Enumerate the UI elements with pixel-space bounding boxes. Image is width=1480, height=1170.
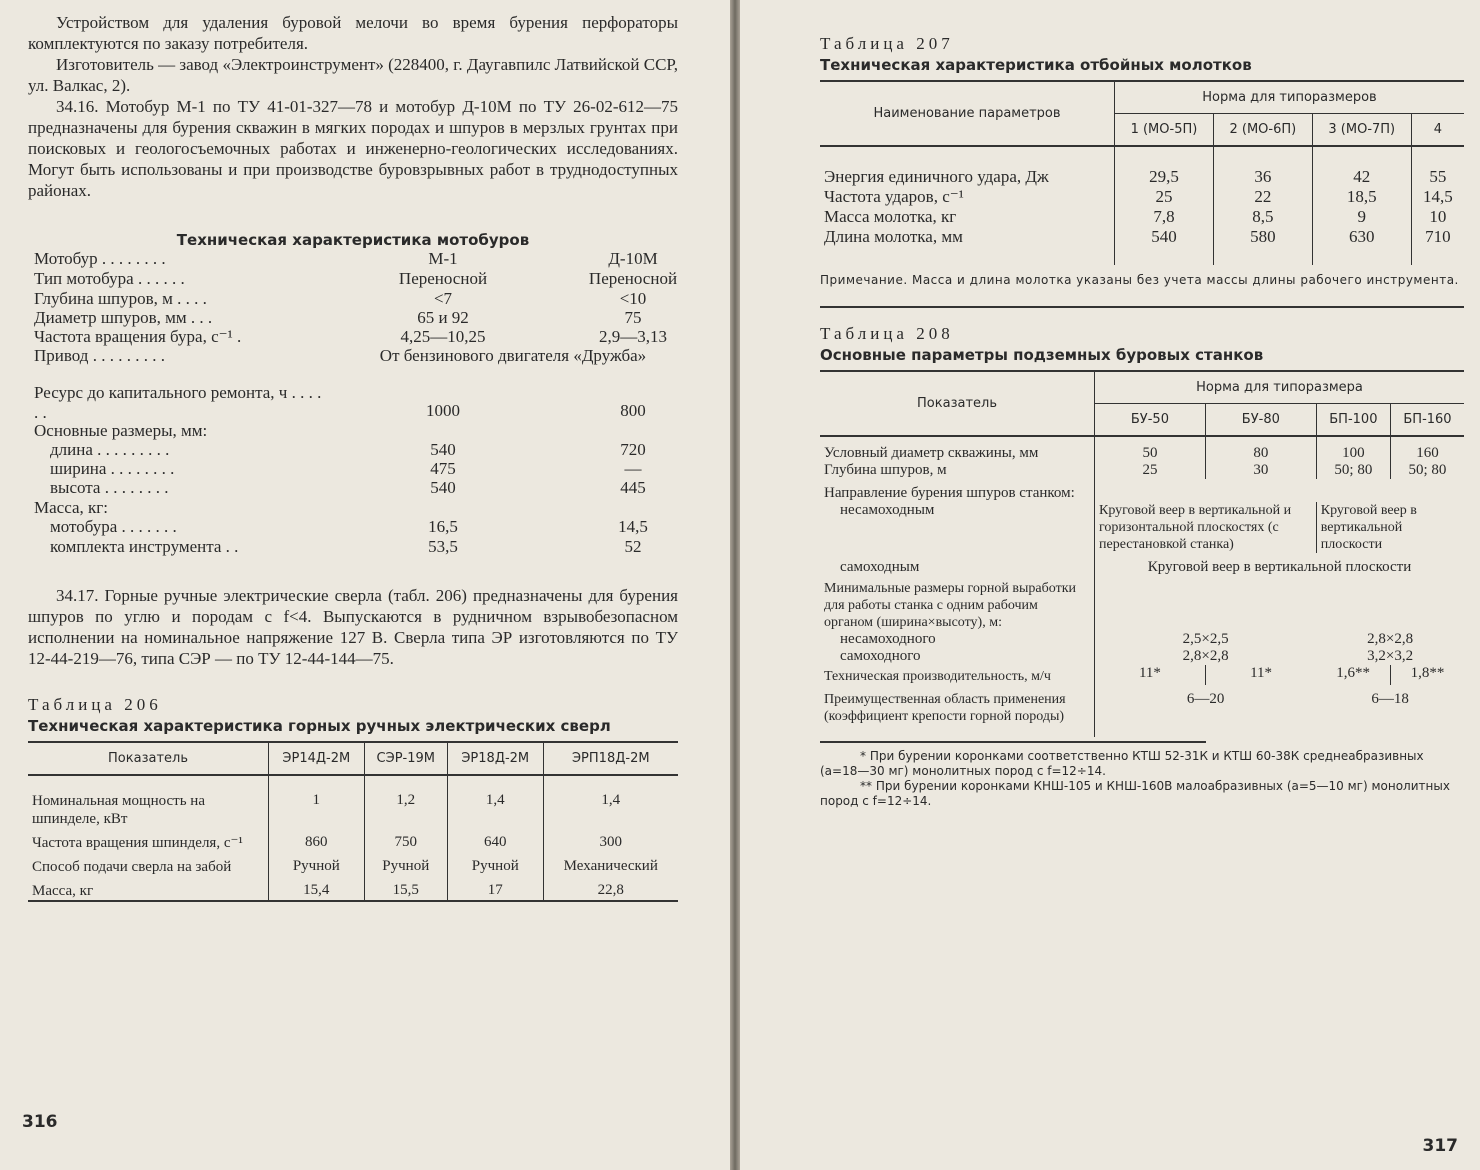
table-row bbox=[820, 462, 1464, 479]
table-208-cell: 6—18 bbox=[1371, 691, 1409, 707]
table-208-sub-header: БП-100 bbox=[1316, 404, 1390, 437]
motobur-row-value: М-1 bbox=[428, 249, 458, 268]
table-207-cell: 25 bbox=[1115, 187, 1214, 207]
page-number-right: 317 bbox=[1422, 1136, 1458, 1156]
table-206-cell: Способ подачи сверла на забой bbox=[32, 859, 232, 875]
table-row bbox=[820, 576, 1464, 631]
table-row bbox=[820, 207, 1464, 227]
table-207-cell: 9 bbox=[1312, 207, 1411, 227]
table-207-body bbox=[820, 146, 1464, 265]
motobur-row-value: 65 и 92 bbox=[417, 308, 469, 327]
table-206-body bbox=[28, 775, 678, 900]
table-208-cell: 50; 80 bbox=[1316, 462, 1390, 479]
table-207-cell: 55 bbox=[1411, 146, 1464, 187]
paragraph-4: 34.17. Горные ручные электрические сверла (табл. 206) предназначены для бурения шпуров по углю и породам с f<4. Выпускаются в рудничном взрывобезопасном исполнении на номинальное напряжение 127 В. Сверла типа ЭР изготовляются по ТУ 12-44-219—76, типа СЭР — по ТУ 12-44-144—75. bbox=[28, 586, 678, 668]
footnote-rule bbox=[820, 741, 1206, 743]
table-206-title: Техническая характеристика горных ручных электрических сверл bbox=[28, 717, 611, 735]
table-206-cell: 1 bbox=[269, 775, 365, 828]
table-208-number: Таблица 208 bbox=[820, 324, 954, 343]
table-row bbox=[820, 436, 1464, 462]
table-208-group-header: Норма для типоразмера bbox=[1095, 371, 1465, 404]
table-207-cell: 10 bbox=[1411, 207, 1464, 227]
table-206-cell: Номинальная мощность на шпинделе, кВт bbox=[32, 793, 205, 827]
table-207-cell: Частота ударов, с⁻¹ bbox=[824, 187, 964, 206]
table-207-cell: 42 bbox=[1312, 146, 1411, 187]
table-row bbox=[820, 502, 1464, 553]
table-206-cell: 1,4 bbox=[447, 775, 543, 828]
motobur-row-label: мотобура . . . . . . . bbox=[50, 517, 177, 536]
motobur-row-label: ширина . . . . . . . . bbox=[50, 459, 175, 478]
motobur-row-value: 540 bbox=[430, 478, 456, 497]
table-row bbox=[820, 685, 1464, 737]
section-divider bbox=[820, 306, 1464, 308]
table-208-cell: 2,5×2,5 bbox=[1182, 631, 1229, 647]
table-208-sub-header: БП-160 bbox=[1390, 404, 1464, 437]
table-207 bbox=[820, 80, 1464, 265]
motobur-row-value: 1000 bbox=[426, 401, 460, 420]
table-208-cell: Круговой веер в вертикальной и горизонтальной плоскостях (с перестановкой станка) bbox=[1095, 502, 1317, 553]
table-row bbox=[820, 479, 1464, 502]
table-206 bbox=[28, 741, 678, 900]
table-206-cell: Ручной bbox=[269, 852, 365, 876]
table-206-cell: 300 bbox=[543, 828, 678, 852]
table-206-header: ЭР14Д-2М bbox=[269, 742, 365, 775]
table-207-cell: 29,5 bbox=[1115, 146, 1214, 187]
table-208-sub-header: БУ-50 bbox=[1095, 404, 1206, 437]
paragraph-3: 34.16. Мотобур М-1 по ТУ 41-01-327—78 и мотобур Д-10М по ТУ 26-02-612—75 предназначены для бурения скважин в мягких породах и шпуров в мерзлых грунтах при поисковых и геологосъемочных работах и инженерно-геологических исследованиях. Могут быть использованы и при производстве буровзрывных работ в труднодоступных районах. bbox=[28, 97, 678, 200]
motobur-row-label: Глубина шпуров, м . . . . bbox=[34, 289, 207, 308]
table-207-title: Техническая характеристика отбойных молотков bbox=[820, 56, 1252, 74]
motobur-row-value: Переносной bbox=[588, 269, 678, 288]
table-208-title: Основные параметры подземных буровых станков bbox=[820, 346, 1264, 364]
motobur-row-value: 445 bbox=[620, 478, 646, 497]
table-206-header-row bbox=[28, 742, 678, 775]
motobur-row-label: Частота вращения бура, с⁻¹ . bbox=[34, 327, 242, 346]
table-206-bottom-rule bbox=[28, 900, 678, 902]
table-208-cell: Круговой веер в вертикальной плоскости bbox=[1316, 502, 1464, 553]
motobur-row-value: <10 bbox=[619, 289, 647, 308]
motobur-row-label: Основные размеры, мм: bbox=[34, 421, 208, 440]
motobur-row-label: длина . . . . . . . . . bbox=[50, 440, 170, 459]
table-208-cell: Техническая производительность, м/ч bbox=[824, 669, 1051, 684]
table-208-cell: 3,2×3,2 bbox=[1367, 648, 1414, 664]
motobur-row-label: комплекта инструмента . . bbox=[50, 537, 239, 556]
table-row bbox=[820, 187, 1464, 207]
table-208-cell: 80 bbox=[1205, 436, 1316, 462]
table-row bbox=[820, 146, 1464, 187]
motobur-row-value: 53,5 bbox=[428, 537, 458, 556]
motobur-row-value: <7 bbox=[433, 289, 453, 308]
table-207-sub-header: 1 (МО-5П) bbox=[1115, 114, 1214, 147]
table-208-cell: 160 bbox=[1390, 436, 1464, 462]
table-206-header: ЭР18Д-2М bbox=[447, 742, 543, 775]
motobur-row-value: 540 bbox=[430, 440, 456, 459]
table-207-cell: Энергия единичного удара, Дж bbox=[824, 167, 1049, 186]
table-208-cell: Круговой веер в вертикальной плоскости bbox=[1095, 553, 1465, 576]
table-208-cell: самоходного bbox=[840, 648, 921, 664]
table-206-cell: 15,4 bbox=[269, 876, 365, 900]
table-207-cell: 22 bbox=[1213, 187, 1312, 207]
footnote-2: ** При бурении коронками КНШ-105 и КНШ-160В малоабразивных (a=5—10 мг) монолитных пород с f=12÷14. bbox=[820, 779, 1450, 808]
right-page bbox=[740, 0, 1480, 1170]
table-206-header: СЭР-19М bbox=[364, 742, 447, 775]
table-207-cell: Масса молотка, кг bbox=[824, 207, 957, 226]
motobur-row-label: высота . . . . . . . . bbox=[50, 478, 169, 497]
table-208-cell: 30 bbox=[1205, 462, 1316, 479]
table-207-cell: 630 bbox=[1312, 227, 1411, 265]
table-row bbox=[28, 876, 678, 900]
table-208-cell: 50; 80 bbox=[1390, 462, 1464, 479]
motobur-row-value: 800 bbox=[620, 401, 646, 420]
page-number-left: 316 bbox=[22, 1112, 58, 1132]
motobur-row-value: 2,9—3,13 bbox=[599, 327, 667, 346]
table-207-cell: 710 bbox=[1411, 227, 1464, 265]
table-207-col0-header: Наименование параметров bbox=[820, 81, 1115, 146]
table-207-cell: Длина молотка, мм bbox=[824, 227, 963, 246]
table-207-note: Примечание. Масса и длина молотка указаны без учета массы длины рабочего инструмента. bbox=[820, 273, 1459, 287]
table-206-cell: 750 bbox=[364, 828, 447, 852]
motobur-row-value: Д-10М bbox=[608, 249, 658, 268]
motobur-row-label: Диаметр шпуров, мм . . . bbox=[34, 308, 213, 327]
motobur-row-label: Тип мотобура . . . . . . bbox=[34, 269, 185, 288]
motobur-row-value: 475 bbox=[430, 459, 456, 478]
table-row bbox=[28, 852, 678, 876]
table-208-col0-header: Показатель bbox=[820, 371, 1095, 436]
motobur-spec-list bbox=[28, 249, 678, 579]
motobur-row-value: 4,25—10,25 bbox=[400, 327, 486, 346]
table-row bbox=[820, 227, 1464, 265]
table-206-cell: 17 bbox=[447, 876, 543, 900]
motobur-row-label: Мотобур . . . . . . . . bbox=[34, 249, 166, 268]
paragraph-2: Изготовитель — завод «Электроинструмент» (228400, г. Даугавпилс Латвийской ССР, ул. Валкас, 2). bbox=[28, 55, 678, 95]
motobur-row-value: 14,5 bbox=[618, 517, 648, 536]
table-207-cell: 8,5 bbox=[1213, 207, 1312, 227]
table-206-cell: Частота вращения шпинделя, с⁻¹ bbox=[32, 835, 243, 851]
table-208-sub-header: БУ-80 bbox=[1205, 404, 1316, 437]
table-208-cell: Преимущественная область применения (коэффициент крепости горной породы) bbox=[824, 692, 1066, 724]
table-207-sub-header: 4 bbox=[1411, 114, 1464, 147]
table-208-cell: Минимальные размеры горной выработки для работы станка с одним рабочим органом (ширина×высоту), м: bbox=[824, 581, 1076, 630]
table-208-cell: 25 bbox=[1095, 462, 1206, 479]
table-206-number: Таблица 206 bbox=[28, 695, 162, 714]
table-208-cell: 11* bbox=[1205, 665, 1316, 685]
book-gutter bbox=[730, 0, 740, 1170]
motobur-row-value: Переносной bbox=[398, 269, 488, 288]
table-206-cell: 22,8 bbox=[543, 876, 678, 900]
table-208-cell: 50 bbox=[1095, 436, 1206, 462]
table-206-cell: Ручной bbox=[447, 852, 543, 876]
table-208-cell: 1,6** bbox=[1336, 665, 1370, 681]
motobur-row-value: 75 bbox=[624, 308, 642, 327]
table-208-cell: 2,8×2,8 bbox=[1182, 648, 1229, 664]
table-208-cell: Глубина шпуров, м bbox=[824, 462, 947, 478]
table-208-cell: 6—20 bbox=[1095, 685, 1317, 737]
motobur-row-label: Привод . . . . . . . . . bbox=[34, 346, 165, 365]
table-206-cell: Механический bbox=[543, 852, 678, 876]
table-207-cell: 14,5 bbox=[1411, 187, 1464, 207]
table-row bbox=[820, 631, 1464, 665]
table-207-cell: 540 bbox=[1115, 227, 1214, 265]
table-208-cell: 1,8** bbox=[1390, 665, 1464, 685]
motobur-row-value: — bbox=[624, 459, 642, 478]
table-206-header: Показатель bbox=[28, 742, 269, 775]
table-206-cell: 640 bbox=[447, 828, 543, 852]
table-208 bbox=[820, 370, 1464, 737]
table-207-cell: 18,5 bbox=[1312, 187, 1411, 207]
motobur-row-value: 52 bbox=[624, 537, 642, 556]
table-row bbox=[820, 665, 1464, 685]
table-207-number: Таблица 207 bbox=[820, 34, 954, 53]
table-208-cell: несамоходного bbox=[840, 631, 936, 647]
table-208-cell: несамоходным bbox=[840, 502, 935, 518]
table-207-sub-header: 3 (МО-7П) bbox=[1312, 114, 1411, 147]
table-206-cell: 860 bbox=[269, 828, 365, 852]
footnote-1: * При бурении коронками соответственно КТШ 52-31К и КТШ 60-38К среднеабразивных (a=18—30 мг) монолитных пород с f=12÷14. bbox=[820, 749, 1424, 778]
motobur-heading: Техническая характеристика мотобуров bbox=[176, 231, 530, 249]
motobur-row-label: Ресурс до капитального ремонта, ч . . . . . . bbox=[34, 383, 322, 422]
table-207-cell: 7,8 bbox=[1115, 207, 1214, 227]
table-206-cell: 15,5 bbox=[364, 876, 447, 900]
table-row bbox=[28, 775, 678, 828]
motobur-row-value: От бензинового двигателя «Дружба» bbox=[379, 346, 647, 365]
table-206-cell: Масса, кг bbox=[32, 883, 94, 899]
table-208-cell: Направление бурения шпуров станком: bbox=[824, 485, 1075, 501]
table-207-cell: 580 bbox=[1213, 227, 1312, 265]
paragraph-1: Устройством для удаления буровой мелочи во время бурения перфораторы комплектуются по заказу потребителя. bbox=[28, 13, 678, 53]
table-208-cell: 100 bbox=[1316, 436, 1390, 462]
motobur-row-label: Масса, кг: bbox=[34, 498, 108, 517]
left-page bbox=[0, 0, 730, 1170]
table-206-cell: Ручной bbox=[364, 852, 447, 876]
table-206-cell: 1,4 bbox=[543, 775, 678, 828]
table-row bbox=[820, 553, 1464, 576]
table-208-cell: Условный диаметр скважины, мм bbox=[824, 445, 1039, 461]
table-206-cell: 1,2 bbox=[364, 775, 447, 828]
table-208-cell: самоходным bbox=[840, 559, 920, 575]
table-207-cell: 36 bbox=[1213, 146, 1312, 187]
table-208-cell: 2,8×2,8 bbox=[1367, 631, 1414, 647]
table-208-cell: 11* bbox=[1095, 665, 1206, 685]
motobur-row-value: 720 bbox=[620, 440, 646, 459]
motobur-row-value: 16,5 bbox=[428, 517, 458, 536]
table-207-sub-header: 2 (МО-6П) bbox=[1213, 114, 1312, 147]
table-row bbox=[28, 828, 678, 852]
table-206-header: ЭРП18Д-2М bbox=[543, 742, 678, 775]
table-207-group-header: Норма для типоразмеров bbox=[1115, 81, 1465, 114]
